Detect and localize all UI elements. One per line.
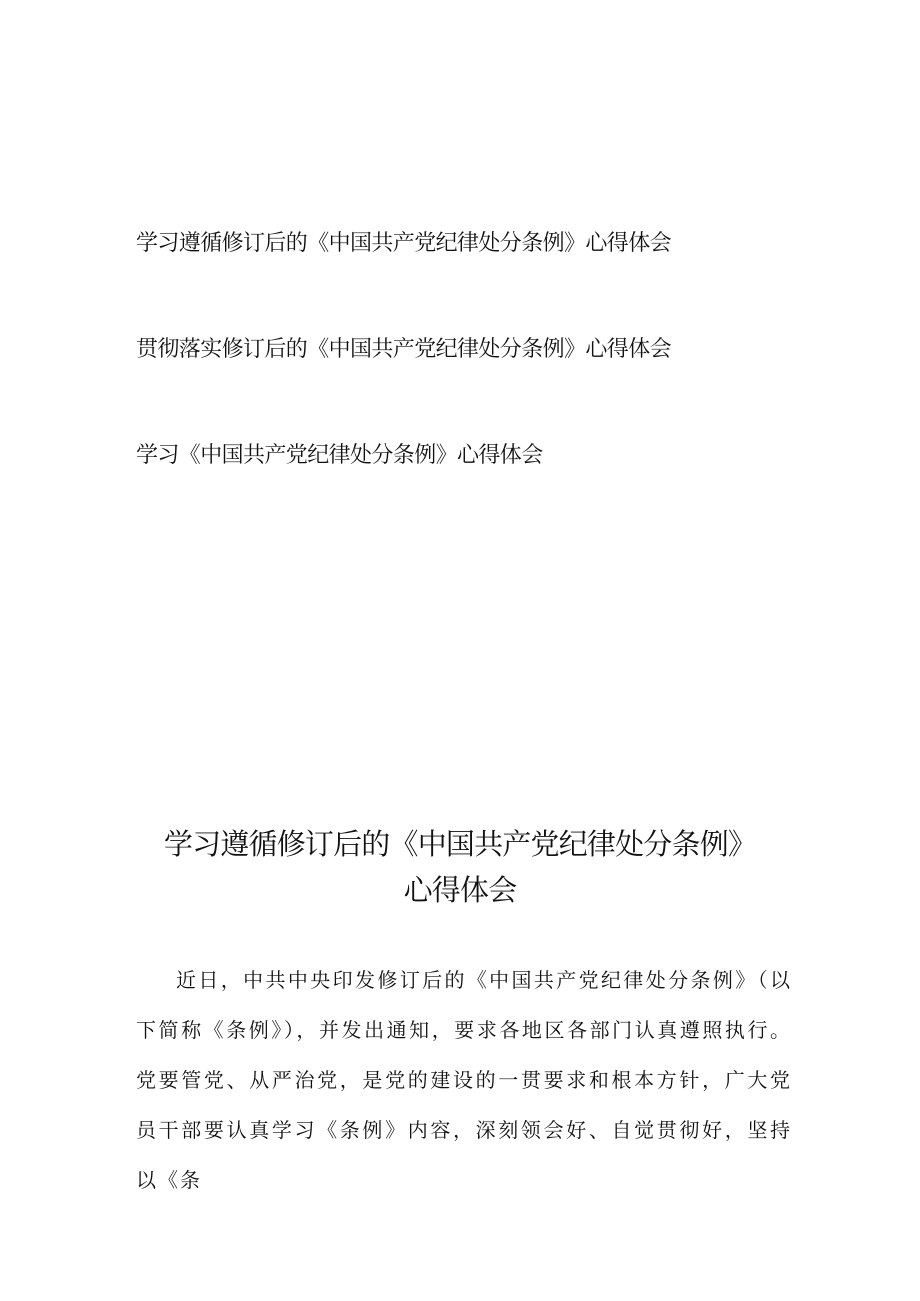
toc-item-3: 学习《中国共产党纪律处分条例》心得体会 — [136, 443, 543, 468]
toc-item-2: 贯彻落实修订后的《中国共产党纪律处分条例》心得体会 — [136, 337, 672, 362]
article-title-line-1: 学习遵循修订后的《中国共产党纪律处分条例》 — [163, 827, 757, 861]
table-of-contents — [136, 224, 836, 542]
toc-item-1: 学习遵循修订后的《中国共产党纪律处分条例》心得体会 — [136, 231, 672, 256]
article-title-line-2: 心得体会 — [403, 873, 517, 907]
article-body-paragraph: 近日，中共中央印发修订后的《中国共产党纪律处分条例》（以下简称《条例》），并发出通知，要求各地区各部门认真遵照执行。党要管党、从严治党，是党的建设的一贯要求和根本方针，广大党员干部要认真学习《条例》内容，深刻领会好、自觉贯彻好，坚持以《条 — [136, 968, 792, 1192]
